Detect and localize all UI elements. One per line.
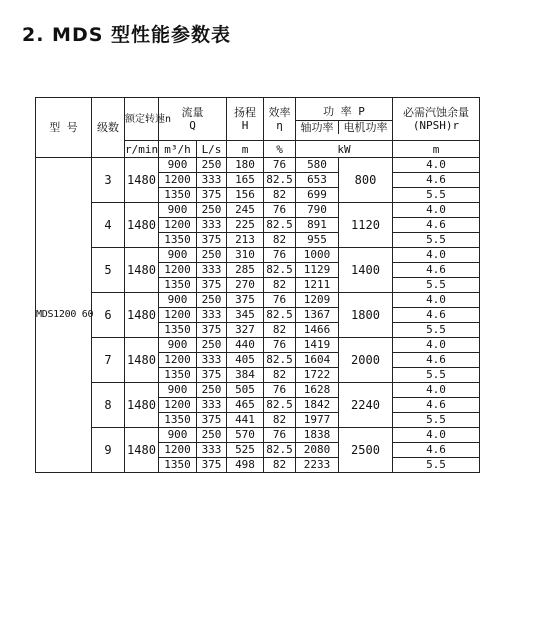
- cell-shaft-power: 1000: [296, 248, 339, 263]
- cell-flow-ls: 333: [197, 263, 227, 278]
- cell-npsh: 4.0: [393, 293, 480, 308]
- cell-flow-ls: 375: [197, 188, 227, 203]
- cell-head: 498: [227, 458, 264, 473]
- unit-npsh: m: [393, 141, 480, 158]
- cell-flow-m3h: 1350: [159, 188, 197, 203]
- unit-power: kW: [296, 141, 393, 158]
- cell-flow-ls: 250: [197, 293, 227, 308]
- cell-flow-ls: 375: [197, 368, 227, 383]
- cell-flow-ls: 333: [197, 308, 227, 323]
- cell-speed: 1480: [125, 383, 159, 428]
- cell-npsh: 4.0: [393, 383, 480, 398]
- cell-flow-ls: 333: [197, 398, 227, 413]
- cell-npsh: 4.6: [393, 353, 480, 368]
- cell-npsh: 5.5: [393, 278, 480, 293]
- cell-flow-m3h: 1200: [159, 353, 197, 368]
- page-title: 2. MDS 型性能参数表: [22, 24, 232, 46]
- cell-motor-power: 800: [339, 158, 393, 203]
- cell-npsh: 5.5: [393, 323, 480, 338]
- cell-efficiency: 76: [264, 203, 296, 218]
- cell-npsh: 4.0: [393, 248, 480, 263]
- cell-flow-ls: 375: [197, 413, 227, 428]
- cell-flow-m3h: 900: [159, 428, 197, 443]
- cell-flow-m3h: 900: [159, 248, 197, 263]
- cell-shaft-power: 1367: [296, 308, 339, 323]
- cell-motor-power: 2500: [339, 428, 393, 473]
- cell-motor-power: 1800: [339, 293, 393, 338]
- cell-motor-power: 1120: [339, 203, 393, 248]
- unit-head: m: [227, 141, 264, 158]
- cell-flow-m3h: 1200: [159, 218, 197, 233]
- cell-efficiency: 82: [264, 278, 296, 293]
- cell-head: 525: [227, 443, 264, 458]
- cell-flow-ls: 375: [197, 323, 227, 338]
- performance-table: [35, 97, 480, 473]
- cell-npsh: 5.5: [393, 233, 480, 248]
- cell-flow-m3h: 900: [159, 293, 197, 308]
- cell-efficiency: 76: [264, 293, 296, 308]
- cell-efficiency: 76: [264, 248, 296, 263]
- cell-speed: 1480: [125, 338, 159, 383]
- cell-efficiency: 82.5: [264, 173, 296, 188]
- header-flow: 流量 Q: [159, 98, 227, 141]
- cell-flow-ls: 333: [197, 173, 227, 188]
- cell-shaft-power: 891: [296, 218, 339, 233]
- cell-flow-ls: 375: [197, 233, 227, 248]
- cell-npsh: 5.5: [393, 188, 480, 203]
- cell-flow-m3h: 1200: [159, 173, 197, 188]
- cell-head: 405: [227, 353, 264, 368]
- cell-shaft-power: 1722: [296, 368, 339, 383]
- cell-head: 441: [227, 413, 264, 428]
- header-efficiency: 效率 η: [264, 98, 296, 141]
- cell-speed: 1480: [125, 248, 159, 293]
- cell-efficiency: 82: [264, 323, 296, 338]
- cell-speed: 1480: [125, 428, 159, 473]
- cell-shaft-power: 1628: [296, 383, 339, 398]
- cell-head: 440: [227, 338, 264, 353]
- cell-flow-m3h: 1350: [159, 368, 197, 383]
- cell-stages: 5: [92, 248, 125, 293]
- cell-motor-power: 1400: [339, 248, 393, 293]
- header-stages: 级数: [92, 98, 125, 158]
- cell-stages: 6: [92, 293, 125, 338]
- cell-efficiency: 76: [264, 383, 296, 398]
- table-row: [36, 383, 480, 398]
- cell-efficiency: 82.5: [264, 263, 296, 278]
- cell-shaft-power: 1209: [296, 293, 339, 308]
- cell-shaft-power: 699: [296, 188, 339, 203]
- cell-flow-m3h: 1200: [159, 308, 197, 323]
- cell-shaft-power: 1466: [296, 323, 339, 338]
- cell-npsh: 4.0: [393, 428, 480, 443]
- cell-flow-ls: 333: [197, 443, 227, 458]
- cell-efficiency: 76: [264, 428, 296, 443]
- cell-flow-m3h: 1350: [159, 323, 197, 338]
- cell-flow-m3h: 900: [159, 203, 197, 218]
- cell-flow-ls: 250: [197, 428, 227, 443]
- cell-flow-ls: 250: [197, 338, 227, 353]
- cell-flow-ls: 375: [197, 278, 227, 293]
- table-row: [36, 248, 480, 263]
- cell-efficiency: 82: [264, 233, 296, 248]
- cell-head: 225: [227, 218, 264, 233]
- cell-npsh: 4.6: [393, 263, 480, 278]
- unit-speed: r/min: [125, 142, 159, 156]
- cell-flow-ls: 250: [197, 158, 227, 173]
- cell-head: 180: [227, 158, 264, 173]
- cell-head: 384: [227, 368, 264, 383]
- cell-efficiency: 76: [264, 338, 296, 353]
- cell-stages: 3: [92, 158, 125, 203]
- table-row: [36, 428, 480, 443]
- cell-shaft-power: 1842: [296, 398, 339, 413]
- cell-npsh: 4.0: [393, 158, 480, 173]
- cell-head: 570: [227, 428, 264, 443]
- table-row: [36, 338, 480, 353]
- header-speed: 额定转速n: [125, 98, 159, 141]
- table-row: [36, 203, 480, 218]
- cell-shaft-power: 955: [296, 233, 339, 248]
- unit-flow-m3h: m³/h: [159, 141, 197, 158]
- cell-efficiency: 82: [264, 413, 296, 428]
- cell-stages: 7: [92, 338, 125, 383]
- cell-efficiency: 82.5: [264, 308, 296, 323]
- header-model: 型 号: [36, 98, 92, 158]
- header-head: 扬程 H: [227, 98, 264, 141]
- cell-npsh: 4.6: [393, 218, 480, 233]
- cell-stages: 9: [92, 428, 125, 473]
- cell-flow-m3h: 900: [159, 338, 197, 353]
- cell-flow-m3h: 1200: [159, 398, 197, 413]
- table-body: [36, 158, 480, 473]
- cell-motor-power: 2240: [339, 383, 393, 428]
- cell-npsh: 5.5: [393, 458, 480, 473]
- cell-npsh: 4.6: [393, 308, 480, 323]
- cell-npsh: 5.5: [393, 368, 480, 383]
- header-npsh: 必需汽蚀余量 (NPSH)r: [393, 98, 480, 141]
- header-power: 功 率 P 轴功率 电机功率: [296, 98, 393, 141]
- cell-flow-m3h: 1200: [159, 263, 197, 278]
- cell-head: 270: [227, 278, 264, 293]
- cell-head: 505: [227, 383, 264, 398]
- cell-flow-m3h: 1350: [159, 278, 197, 293]
- cell-speed: 1480: [125, 203, 159, 248]
- cell-speed: 1480: [125, 158, 159, 203]
- cell-stages: 8: [92, 383, 125, 428]
- cell-efficiency: 82: [264, 368, 296, 383]
- cell-npsh: 4.6: [393, 398, 480, 413]
- cell-flow-ls: 375: [197, 458, 227, 473]
- cell-flow-ls: 250: [197, 203, 227, 218]
- cell-shaft-power: 1211: [296, 278, 339, 293]
- cell-efficiency: 82.5: [264, 443, 296, 458]
- cell-flow-m3h: 900: [159, 158, 197, 173]
- cell-motor-power: 2000: [339, 338, 393, 383]
- cell-model: MDS1200 60: [36, 158, 92, 473]
- cell-npsh: 4.0: [393, 338, 480, 353]
- cell-head: 345: [227, 308, 264, 323]
- cell-head: 327: [227, 323, 264, 338]
- cell-flow-m3h: 1350: [159, 413, 197, 428]
- cell-efficiency: 82: [264, 188, 296, 203]
- cell-shaft-power: 1838: [296, 428, 339, 443]
- cell-flow-m3h: 900: [159, 383, 197, 398]
- cell-head: 310: [227, 248, 264, 263]
- cell-shaft-power: 1419: [296, 338, 339, 353]
- cell-shaft-power: 2233: [296, 458, 339, 473]
- cell-npsh: 5.5: [393, 413, 480, 428]
- table-row: [36, 158, 480, 173]
- cell-head: 245: [227, 203, 264, 218]
- cell-shaft-power: 580: [296, 158, 339, 173]
- cell-npsh: 4.6: [393, 443, 480, 458]
- cell-speed: 1480: [125, 293, 159, 338]
- cell-head: 465: [227, 398, 264, 413]
- table-row: [36, 293, 480, 308]
- cell-shaft-power: 653: [296, 173, 339, 188]
- cell-efficiency: 76: [264, 158, 296, 173]
- cell-flow-ls: 333: [197, 218, 227, 233]
- cell-head: 285: [227, 263, 264, 278]
- cell-shaft-power: 790: [296, 203, 339, 218]
- cell-head: 375: [227, 293, 264, 308]
- cell-flow-ls: 333: [197, 353, 227, 368]
- cell-flow-m3h: 1350: [159, 458, 197, 473]
- cell-flow-m3h: 1200: [159, 443, 197, 458]
- cell-head: 165: [227, 173, 264, 188]
- cell-shaft-power: 1604: [296, 353, 339, 368]
- cell-shaft-power: 1129: [296, 263, 339, 278]
- cell-flow-m3h: 1350: [159, 233, 197, 248]
- cell-flow-ls: 250: [197, 248, 227, 263]
- cell-efficiency: 82.5: [264, 398, 296, 413]
- unit-flow-ls: L/s: [197, 141, 227, 158]
- cell-head: 213: [227, 233, 264, 248]
- cell-stages: 4: [92, 203, 125, 248]
- cell-head: 156: [227, 188, 264, 203]
- cell-npsh: 4.6: [393, 173, 480, 188]
- cell-shaft-power: 1977: [296, 413, 339, 428]
- cell-efficiency: 82.5: [264, 218, 296, 233]
- table-header: [36, 98, 480, 158]
- cell-efficiency: 82: [264, 458, 296, 473]
- cell-flow-ls: 250: [197, 383, 227, 398]
- cell-efficiency: 82.5: [264, 353, 296, 368]
- unit-efficiency: %: [264, 141, 296, 158]
- cell-shaft-power: 2080: [296, 443, 339, 458]
- cell-npsh: 4.0: [393, 203, 480, 218]
